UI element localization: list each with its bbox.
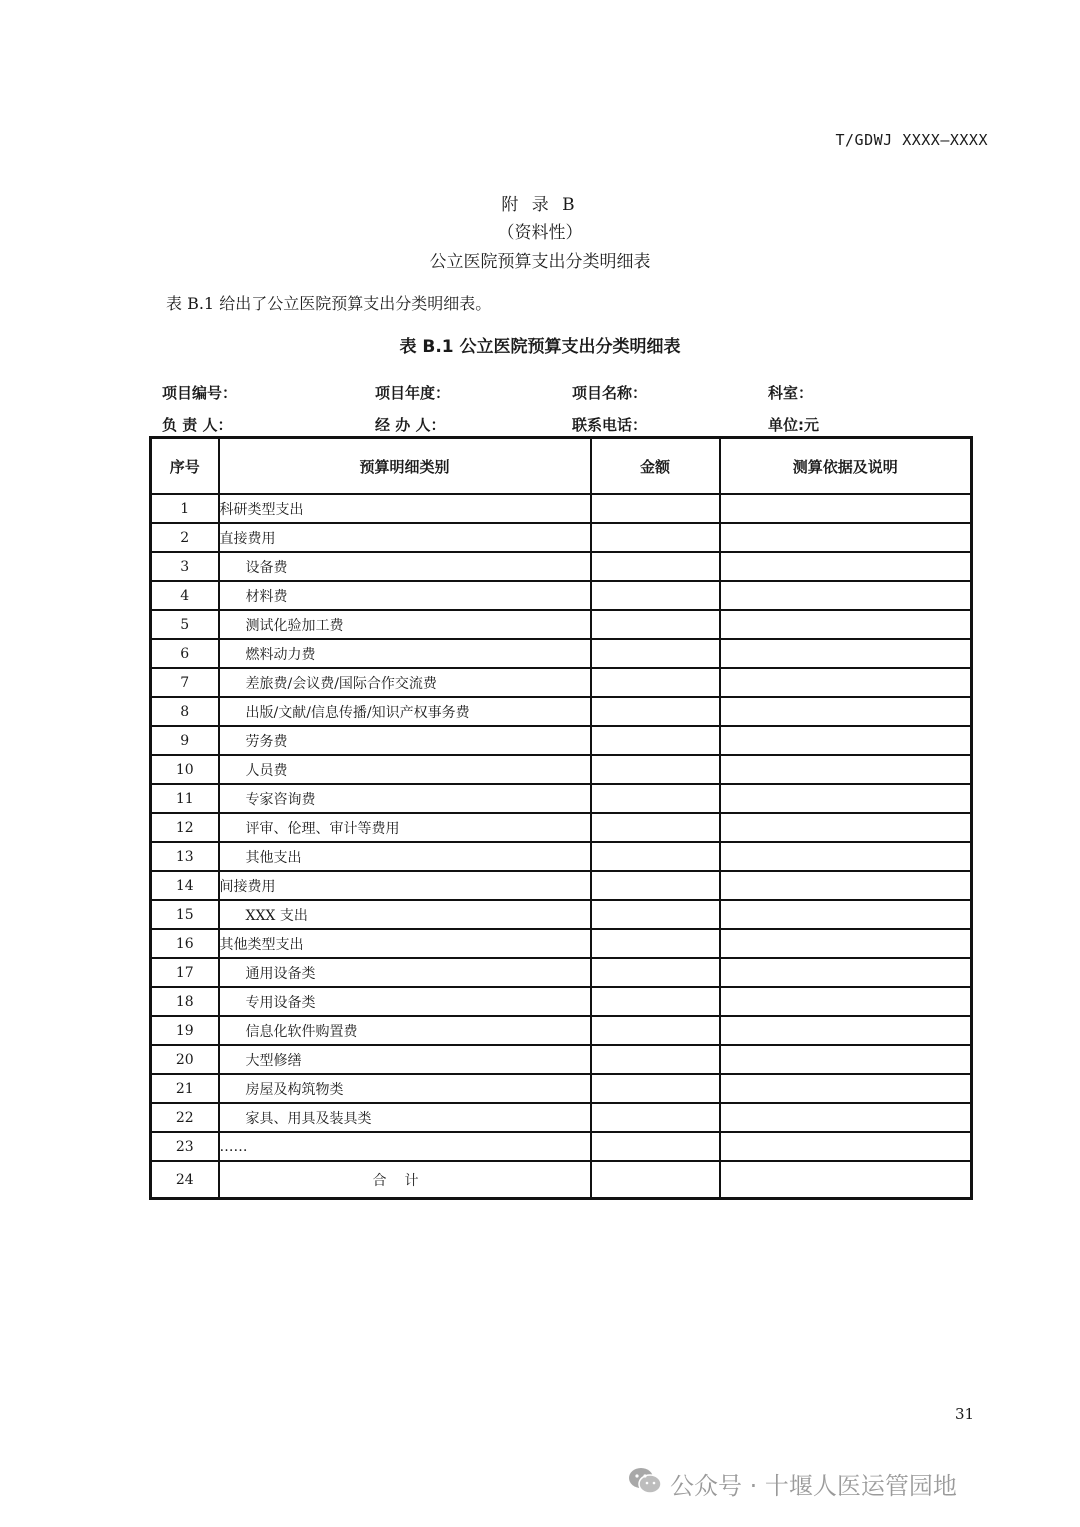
row-basis [720, 668, 972, 697]
meta-project-year: 项目年度： [375, 384, 451, 402]
header-no: 序号 [151, 438, 219, 495]
row-category: 其他支出 [219, 842, 591, 871]
row-basis [720, 1016, 972, 1045]
row-amount [591, 842, 720, 871]
row-category: 材料费 [219, 581, 591, 610]
row-amount [591, 523, 720, 552]
row-number: 18 [151, 987, 219, 1016]
row-category: 出版/文献/信息传播/知识产权事务费 [219, 697, 591, 726]
table-row [151, 813, 972, 842]
budget-table [149, 436, 973, 1200]
row-number: 23 [151, 1132, 219, 1161]
row-amount [591, 1045, 720, 1074]
table-row [151, 1132, 972, 1161]
meta-unit: 单位:元 [768, 416, 819, 434]
table-row [151, 1016, 972, 1045]
row-category: 人员费 [219, 755, 591, 784]
total-basis [720, 1161, 972, 1199]
row-category: 燃料动力费 [219, 639, 591, 668]
header-basis: 测算依据及说明 [720, 438, 972, 495]
table-row [151, 639, 972, 668]
watermark-text: 公众号 · 十堰人医运管园地 [670, 1472, 957, 1500]
row-category: 信息化软件购置费 [219, 1016, 591, 1045]
watermark [628, 1466, 957, 1501]
row-amount [591, 929, 720, 958]
row-category: XXX 支出 [219, 900, 591, 929]
row-amount [591, 639, 720, 668]
table-row [151, 552, 972, 581]
table-row [151, 1045, 972, 1074]
row-amount [591, 755, 720, 784]
row-basis [720, 958, 972, 987]
row-amount [591, 900, 720, 929]
table-row [151, 1074, 972, 1103]
row-number: 17 [151, 958, 219, 987]
table-row [151, 668, 972, 697]
row-category: 劳务费 [219, 726, 591, 755]
row-basis [720, 552, 972, 581]
row-amount [591, 1074, 720, 1103]
total-amount [591, 1161, 720, 1199]
table-row [151, 726, 972, 755]
row-number: 14 [151, 871, 219, 900]
row-number: 12 [151, 813, 219, 842]
row-amount [591, 610, 720, 639]
row-amount [591, 958, 720, 987]
table-row [151, 871, 972, 900]
row-category: 通用设备类 [219, 958, 591, 987]
row-amount [591, 813, 720, 842]
row-number: 15 [151, 900, 219, 929]
table-row [151, 610, 972, 639]
row-basis [720, 1132, 972, 1161]
appendix-subject: 公立医院预算支出分类明细表 [429, 252, 651, 272]
appendix-title: 附 录 B [501, 195, 579, 215]
appendix-nature: （资料性） [497, 223, 583, 243]
row-category: 设备费 [219, 552, 591, 581]
row-number: 10 [151, 755, 219, 784]
row-category: 大型修缮 [219, 1045, 591, 1074]
row-basis [720, 987, 972, 1016]
row-amount [591, 726, 720, 755]
row-category: 直接费用 [219, 523, 591, 552]
row-amount [591, 1103, 720, 1132]
table-row [151, 581, 972, 610]
row-amount [591, 697, 720, 726]
wechat-icon [628, 1467, 662, 1501]
row-number: 1 [151, 494, 219, 523]
table-header-row [151, 438, 972, 495]
row-amount [591, 668, 720, 697]
table-row [151, 1103, 972, 1132]
meta-owner: 负 责 人： [162, 416, 233, 434]
total-label: 合计 [219, 1161, 591, 1199]
header-category: 预算明细类别 [219, 438, 591, 495]
row-number: 21 [151, 1074, 219, 1103]
meta-handler: 经 办 人： [375, 416, 446, 434]
meta-dept: 科室： [768, 384, 814, 402]
row-basis [720, 842, 972, 871]
table-row [151, 987, 972, 1016]
row-number: 6 [151, 639, 219, 668]
row-basis [720, 813, 972, 842]
row-category: 专家咨询费 [219, 784, 591, 813]
row-amount [591, 784, 720, 813]
row-number: 9 [151, 726, 219, 755]
row-number: 8 [151, 697, 219, 726]
row-basis [720, 639, 972, 668]
row-category: 测试化验加工费 [219, 610, 591, 639]
row-basis [720, 1074, 972, 1103]
row-amount [591, 494, 720, 523]
intro-paragraph: 表 B.1 给出了公立医院预算支出分类明细表。 [166, 294, 492, 313]
row-basis [720, 494, 972, 523]
page-number: 31 [955, 1405, 975, 1423]
row-basis [720, 697, 972, 726]
row-category: 房屋及构筑物类 [219, 1074, 591, 1103]
row-amount [591, 1132, 720, 1161]
table-row [151, 494, 972, 523]
row-category: 其他类型支出 [219, 929, 591, 958]
table-row [151, 929, 972, 958]
row-basis [720, 784, 972, 813]
row-number: 11 [151, 784, 219, 813]
meta-project-no: 项目编号： [162, 384, 238, 402]
row-amount [591, 1016, 720, 1045]
row-number: 2 [151, 523, 219, 552]
row-number: 13 [151, 842, 219, 871]
row-number: 16 [151, 929, 219, 958]
table-row [151, 784, 972, 813]
row-basis [720, 755, 972, 784]
row-basis [720, 871, 972, 900]
meta-project-name: 项目名称： [572, 384, 648, 402]
row-basis [720, 1103, 972, 1132]
row-number: 7 [151, 668, 219, 697]
total-number: 24 [151, 1161, 219, 1199]
standard-code: T/GDWJ XXXX—XXXX [835, 131, 988, 149]
row-number: 3 [151, 552, 219, 581]
table-row [151, 697, 972, 726]
row-category: 专用设备类 [219, 987, 591, 1016]
row-basis [720, 610, 972, 639]
table-body [151, 494, 972, 1199]
total-row [151, 1161, 972, 1199]
header-amount: 金额 [591, 438, 720, 495]
table-caption: 表 B.1 公立医院预算支出分类明细表 [399, 337, 681, 357]
row-basis [720, 900, 972, 929]
row-basis [720, 1045, 972, 1074]
row-basis [720, 581, 972, 610]
row-amount [591, 581, 720, 610]
row-category: 家具、用具及装具类 [219, 1103, 591, 1132]
row-number: 5 [151, 610, 219, 639]
row-amount [591, 871, 720, 900]
row-amount [591, 552, 720, 581]
row-basis [720, 726, 972, 755]
row-category: …… [219, 1132, 591, 1161]
table-row [151, 958, 972, 987]
row-category: 差旅费/会议费/国际合作交流费 [219, 668, 591, 697]
table-row [151, 842, 972, 871]
meta-phone: 联系电话： [572, 416, 648, 434]
row-amount [591, 987, 720, 1016]
row-number: 22 [151, 1103, 219, 1132]
table-row [151, 523, 972, 552]
table-row [151, 900, 972, 929]
row-category: 科研类型支出 [219, 494, 591, 523]
row-number: 20 [151, 1045, 219, 1074]
table-row [151, 755, 972, 784]
row-category: 评审、伦理、审计等费用 [219, 813, 591, 842]
row-category: 间接费用 [219, 871, 591, 900]
row-number: 19 [151, 1016, 219, 1045]
row-number: 4 [151, 581, 219, 610]
row-basis [720, 523, 972, 552]
row-basis [720, 929, 972, 958]
